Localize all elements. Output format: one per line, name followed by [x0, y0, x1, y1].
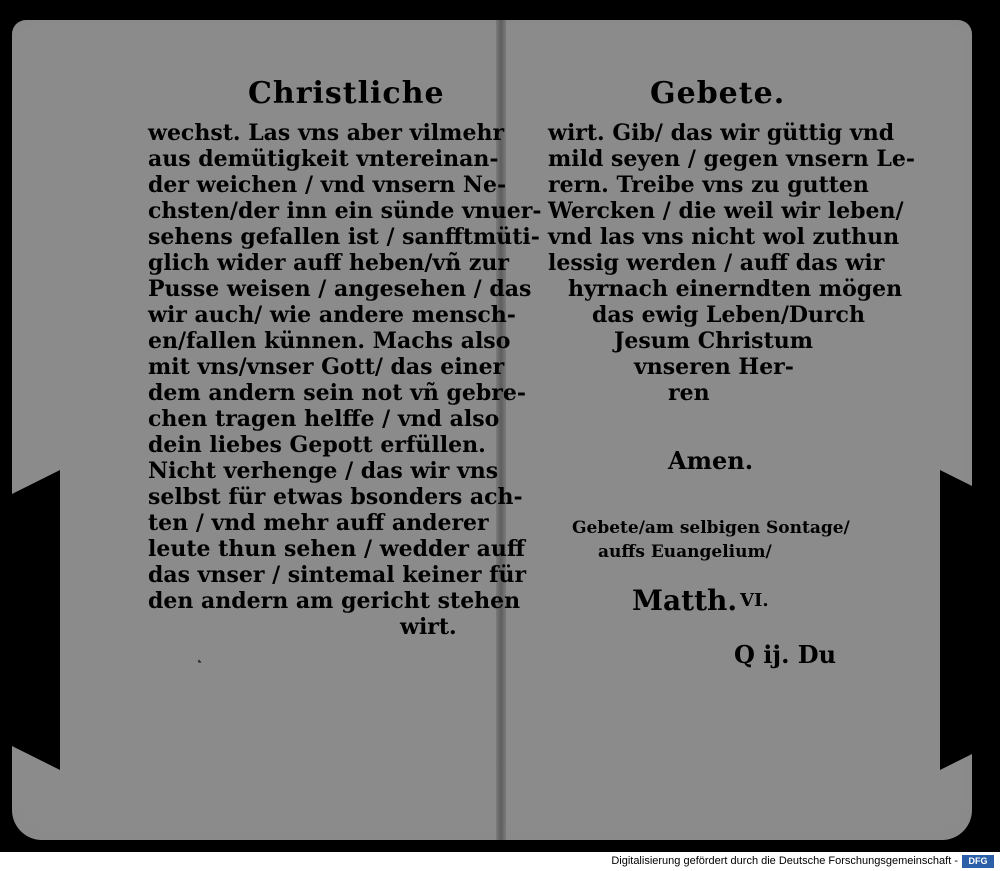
text-line: wirt. Gib/ das wir güttig vnd	[548, 120, 895, 146]
amen-text: Amen.	[668, 446, 754, 475]
prayer-subtitle-continued: auffs Euangelium/	[598, 542, 772, 562]
text-line: Pusse weisen / angesehen / das	[148, 276, 532, 302]
dfg-logo: DFG	[962, 855, 994, 868]
text-line: leute thun sehen / wedder auff	[148, 536, 525, 562]
text-line: wirt.	[400, 614, 457, 640]
text-line: das ewig Leben/Durch	[592, 302, 865, 328]
text-line: rern. Treibe vns zu gutten	[548, 172, 869, 198]
right-page-heading: Gebete.	[650, 76, 786, 111]
left-edge-shadow	[0, 470, 60, 770]
text-line: mild seyen / gegen vnsern Le-	[548, 146, 915, 172]
text-line: en/fallen künnen. Machs also	[148, 328, 511, 354]
chapter-number: VI.	[740, 590, 769, 611]
text-line: vnseren Her-	[634, 354, 794, 380]
text-line: glich wider auff heben/vñ zur	[148, 250, 509, 276]
gospel-reference: Matth.	[632, 584, 738, 617]
text-line: Wercken / die weil wir leben/	[548, 198, 904, 224]
catchword: Q ij. Du	[734, 640, 837, 669]
prayer-subtitle: Gebete/am selbigen Sontage/	[572, 518, 850, 538]
text-line: das vnser / sintemal keiner für	[148, 562, 527, 588]
text-line: wechst. Las vns aber vilmehr	[148, 120, 505, 146]
text-line: ten / vnd mehr auff anderer	[148, 510, 489, 536]
text-line: dem andern sein not vñ gebre-	[148, 380, 526, 406]
text-line: der weichen / vnd vnsern Ne-	[148, 172, 507, 198]
text-line: aus demütigkeit vntereinan-	[148, 146, 499, 172]
funding-credit: Digitalisierung gefördert durch die Deutsche Forschungsgemeinschaft -	[611, 855, 958, 867]
text-line: vnd las vns nicht wol zuthun	[548, 224, 900, 250]
text-line: Jesum Christum	[614, 328, 813, 354]
text-line: lessig werden / auff das wir	[548, 250, 885, 276]
text-line: selbst für etwas bsonders ach-	[148, 484, 523, 510]
text-line: sehens gefallen ist / sanfftmüti-	[148, 224, 540, 250]
text-line: ren	[668, 380, 710, 406]
text-line: wir auch/ wie andere mensch-	[148, 302, 516, 328]
text-line: chsten/der inn ein sünde vnuer-	[148, 198, 542, 224]
left-page-heading: Christliche	[248, 76, 445, 111]
text-line: den andern am gericht stehen	[148, 588, 521, 614]
text-line: hyrnach einerndten mögen	[568, 276, 903, 302]
text-line: Nicht verhenge / das wir vns	[148, 458, 499, 484]
text-line: dein liebes Gepott erfüllen.	[148, 432, 486, 458]
right-edge-shadow	[940, 470, 1000, 770]
text-line: chen tragen helffe / vnd also	[148, 406, 500, 432]
text-line: mit vns/vnser Gott/ das einer	[148, 354, 505, 380]
ink-smudge: ˛	[196, 648, 203, 664]
